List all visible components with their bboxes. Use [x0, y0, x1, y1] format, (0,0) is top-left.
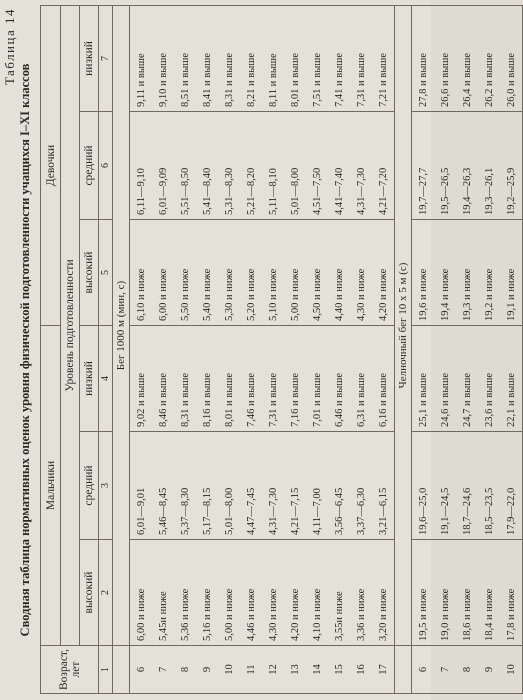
norm-cell: 5,51—8,50 — [174, 111, 196, 219]
header-girls-low: низкий — [80, 5, 99, 111]
norm-cell: 3,55и ниже — [328, 540, 350, 646]
age-cell: 10 — [500, 646, 523, 694]
table-row — [412, 5, 435, 693]
norm-cell: 19,7—27,7 — [412, 111, 435, 219]
age-cell: 16 — [350, 646, 372, 694]
column-number: 5 — [99, 219, 113, 325]
norm-cell: 6,10 и ниже — [130, 219, 153, 325]
norm-cell: 7,21 и выше — [372, 5, 395, 111]
norm-cell: 8,21 и выше — [240, 5, 262, 111]
norm-cell: 25,1 и выше — [412, 325, 435, 431]
norm-cell: 7,51 и выше — [306, 5, 328, 111]
norm-cell: 4,31—7,30 — [262, 432, 284, 540]
age-cell: 15 — [328, 646, 350, 694]
norm-cell: 6,01—9,09 — [152, 111, 174, 219]
norm-cell: 8,01 и выше — [284, 5, 306, 111]
header-girls-high: высокий — [80, 219, 99, 325]
norm-cell: 5,16 и ниже — [196, 540, 218, 646]
table-row — [500, 5, 523, 693]
column-number: 2 — [99, 540, 113, 646]
norm-cell: 19,3 и ниже — [456, 219, 478, 325]
header-age: Возраст, лет — [41, 646, 99, 694]
norm-cell: 5,36 и ниже — [174, 540, 196, 646]
header-boys-high: высокий — [80, 540, 99, 646]
age-cell: 7 — [434, 646, 456, 694]
norm-cell: 3,37—6,30 — [350, 432, 372, 540]
norm-cell: 17,8 и ниже — [500, 540, 523, 646]
table-body — [113, 5, 523, 693]
norm-cell: 4,20 и ниже — [372, 219, 395, 325]
age-cell: 6 — [130, 646, 153, 694]
age-cell: 12 — [262, 646, 284, 694]
age-cell: 9 — [196, 646, 218, 694]
norm-cell: 26,0 и выше — [500, 5, 523, 111]
norm-cell: 24,6 и выше — [434, 325, 456, 431]
section-title: Бег 1000 м (мин, с) — [113, 5, 130, 645]
norm-cell: 3,36 и ниже — [350, 540, 372, 646]
norm-cell: 8,11 и выше — [262, 5, 284, 111]
age-cell: 11 — [240, 646, 262, 694]
column-number: 1 — [99, 646, 113, 694]
norm-cell: 7,31 и выше — [350, 5, 372, 111]
norm-cell: 5,01—8,00 — [218, 432, 240, 540]
norm-cell: 19,2—25,9 — [500, 111, 523, 219]
table-row — [130, 5, 153, 693]
header-level: Уровень подготовленности — [61, 5, 80, 645]
section-row — [395, 5, 412, 693]
table-row — [306, 5, 328, 693]
table-row — [218, 5, 240, 693]
age-cell: 13 — [284, 646, 306, 694]
norm-cell: 8,41 и выше — [196, 5, 218, 111]
table-caption: Сводная таблица нормативных оценок уровня физической подготовленности учащихся I–XI классов — [18, 63, 32, 637]
norm-cell: 6,11—9,10 — [130, 111, 153, 219]
norm-cell: 5,46—8,45 — [152, 432, 174, 540]
header-boys-low: низкий — [80, 325, 99, 431]
header-girls-medium: средний — [80, 111, 99, 219]
norm-cell: 8,51 и выше — [174, 5, 196, 111]
table-label: Таблица 14 — [2, 8, 17, 86]
norm-cell: 6,16 и выше — [372, 325, 395, 431]
norm-cell: 4,21—7,15 — [284, 432, 306, 540]
norm-cell: 4,41—7,40 — [328, 111, 350, 219]
norm-cell: 26,4 и выше — [456, 5, 478, 111]
norm-cell: 19,5 и ниже — [412, 540, 435, 646]
norm-cell: 7,46 и выше — [240, 325, 262, 431]
norm-cell: 5,50 и ниже — [174, 219, 196, 325]
norm-cell: 19,4 и ниже — [434, 219, 456, 325]
norm-cell: 4,46 и ниже — [240, 540, 262, 646]
norm-cell: 5,30 и ниже — [218, 219, 240, 325]
norm-cell: 19,6 и ниже — [412, 219, 435, 325]
table-row — [478, 5, 500, 693]
header-boys: Мальчики — [41, 325, 61, 645]
norm-cell: 5,11—8,10 — [262, 111, 284, 219]
table-row — [372, 5, 395, 693]
norm-cell: 7,41 и выше — [328, 5, 350, 111]
table-row — [196, 5, 218, 693]
table-row — [152, 5, 174, 693]
norm-cell: 4,50 и ниже — [306, 219, 328, 325]
table-row — [328, 5, 350, 693]
table-row — [350, 5, 372, 693]
age-cell: 14 — [306, 646, 328, 694]
norm-cell: 5,21—8,20 — [240, 111, 262, 219]
norm-cell: 18,6 и ниже — [456, 540, 478, 646]
norm-cell: 4,30 и ниже — [262, 540, 284, 646]
age-cell: 10 — [218, 646, 240, 694]
norm-cell: 5,45и ниже — [152, 540, 174, 646]
norm-cell: 3,56—6,45 — [328, 432, 350, 540]
age-cell: 6 — [412, 646, 435, 694]
column-number: 4 — [99, 325, 113, 431]
norm-cell: 5,40 и ниже — [196, 219, 218, 325]
norm-cell: 7,16 и выше — [284, 325, 306, 431]
header-girls: Девочки — [41, 5, 61, 325]
norm-cell: 19,5—26,5 — [434, 111, 456, 219]
section-row — [113, 5, 130, 693]
norm-cell: 4,20 и ниже — [284, 540, 306, 646]
norm-cell: 19,4—26,3 — [456, 111, 478, 219]
age-cell: 8 — [456, 646, 478, 694]
norm-cell: 3,21—6,15 — [372, 432, 395, 540]
norm-cell: 4,47—7,45 — [240, 432, 262, 540]
table-row — [434, 5, 456, 693]
norm-cell: 8,31 и выше — [218, 5, 240, 111]
norm-cell: 5,37—8,30 — [174, 432, 196, 540]
norm-cell: 19,2 и ниже — [478, 219, 500, 325]
norm-cell: 6,00 и ниже — [152, 219, 174, 325]
norm-cell: 24,7 и выше — [456, 325, 478, 431]
norm-cell: 7,31 и выше — [262, 325, 284, 431]
norm-cell: 8,01 и выше — [218, 325, 240, 431]
norm-cell: 18,5—23,5 — [478, 432, 500, 540]
table-row — [174, 5, 196, 693]
norm-cell: 4,51—7,50 — [306, 111, 328, 219]
norm-cell: 26,2 и выше — [478, 5, 500, 111]
table-row — [284, 5, 306, 693]
table-row — [262, 5, 284, 693]
norm-cell: 26,6 и выше — [434, 5, 456, 111]
norm-cell: 6,46 и выше — [328, 325, 350, 431]
norms-table — [40, 5, 523, 694]
column-number: 6 — [99, 111, 113, 219]
norm-cell: 5,01—8,00 — [284, 111, 306, 219]
norm-cell: 8,46 и выше — [152, 325, 174, 431]
norm-cell: 17,9—22,0 — [500, 432, 523, 540]
header-boys-medium: средний — [80, 432, 99, 540]
column-number: 3 — [99, 432, 113, 540]
norm-cell: 22,1 и выше — [500, 325, 523, 431]
norm-cell: 4,40 и ниже — [328, 219, 350, 325]
norm-cell: 6,00 и ниже — [130, 540, 153, 646]
norm-cell: 5,31—8,30 — [218, 111, 240, 219]
norm-cell: 8,16 и выше — [196, 325, 218, 431]
norm-cell: 4,11—7,00 — [306, 432, 328, 540]
norm-cell: 9,11 и выше — [130, 5, 153, 111]
norm-cell: 6,01—9,01 — [130, 432, 153, 540]
norm-cell: 7,01 и выше — [306, 325, 328, 431]
norm-cell: 6,31 и выше — [350, 325, 372, 431]
norm-cell: 19,1—24,5 — [434, 432, 456, 540]
age-cell: 8 — [174, 646, 196, 694]
norm-cell: 8,31 и выше — [174, 325, 196, 431]
norm-cell: 19,1 и ниже — [500, 219, 523, 325]
age-cell: 17 — [372, 646, 395, 694]
column-number: 7 — [99, 5, 113, 111]
norm-cell: 5,20 и ниже — [240, 219, 262, 325]
age-cell: 7 — [152, 646, 174, 694]
norm-cell: 19,3—26,1 — [478, 111, 500, 219]
norm-cell: 5,17—8,15 — [196, 432, 218, 540]
norm-cell: 4,21—7,20 — [372, 111, 395, 219]
norm-cell: 18,7—24,6 — [456, 432, 478, 540]
age-cell: 9 — [478, 646, 500, 694]
norm-cell: 4,10 и ниже — [306, 540, 328, 646]
norm-cell: 27,8 и выше — [412, 5, 435, 111]
norm-cell: 9,10 и выше — [152, 5, 174, 111]
section-title: Челночный бег 10 х 5 м (с) — [395, 5, 412, 645]
norm-cell: 4,31—7,30 — [350, 111, 372, 219]
norm-cell: 19,6—25,0 — [412, 432, 435, 540]
norm-cell: 4,30 и ниже — [350, 219, 372, 325]
section-spacer — [395, 646, 412, 694]
norm-cell: 5,41—8,40 — [196, 111, 218, 219]
norm-cell: 5,00 и ниже — [218, 540, 240, 646]
norm-cell: 3,20 и ниже — [372, 540, 395, 646]
table-row — [240, 5, 262, 693]
norm-cell: 23,6 и выше — [478, 325, 500, 431]
norm-cell: 5,10 и ниже — [262, 219, 284, 325]
table-row — [456, 5, 478, 693]
norm-cell: 9,02 и выше — [130, 325, 153, 431]
norm-cell: 18,4 и ниже — [478, 540, 500, 646]
norm-cell: 5,00 и ниже — [284, 219, 306, 325]
norm-cell: 19,0 и ниже — [434, 540, 456, 646]
section-spacer — [113, 646, 130, 694]
